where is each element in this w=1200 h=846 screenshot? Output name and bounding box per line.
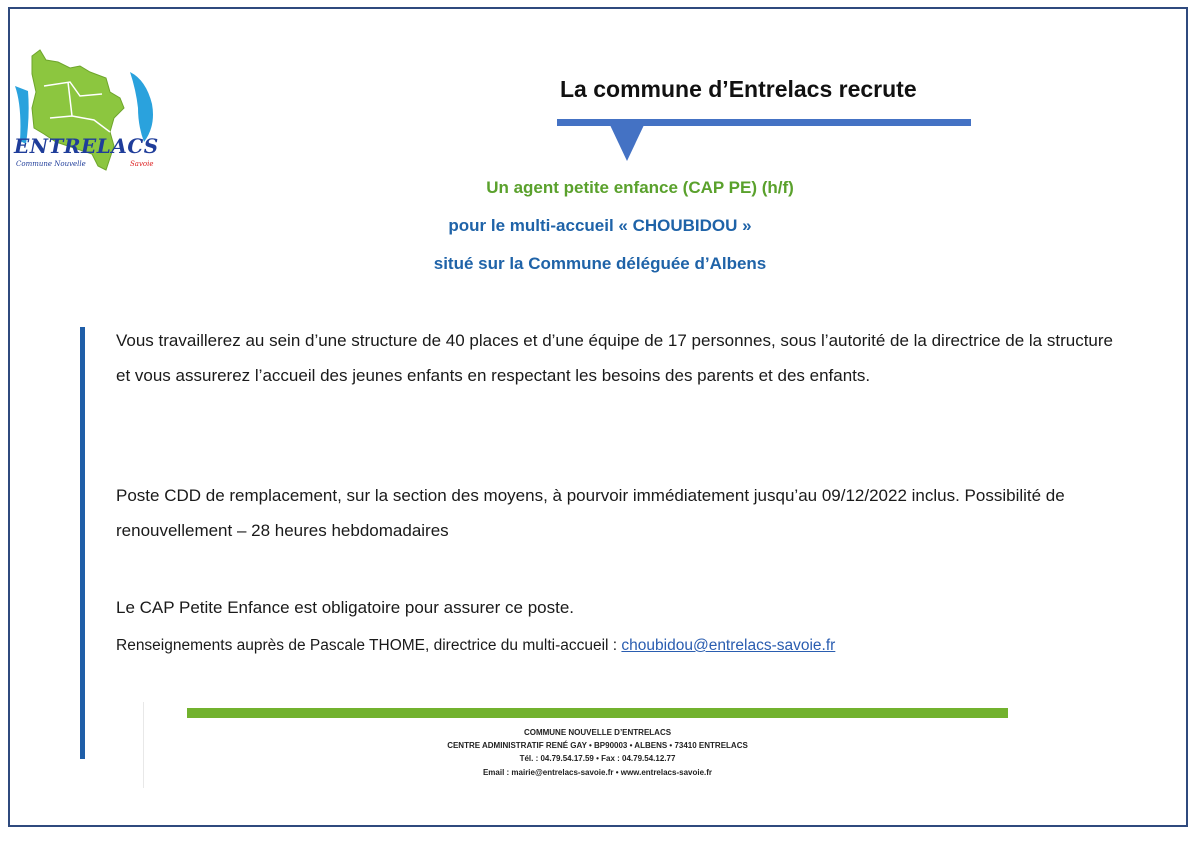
logo-wordmark: ENTRELACS <box>14 134 159 158</box>
logo-region: Savoie <box>130 160 154 168</box>
paragraph-contact <box>116 628 1116 663</box>
page-title: La commune d’Entrelacs recrute <box>560 76 917 102</box>
logo-subtitle: Commune Nouvelle <box>16 160 86 168</box>
contact-email-link[interactable]: choubidou@entrelacs-savoie.fr <box>621 637 836 654</box>
side-accent-bar <box>80 327 85 759</box>
job-location: situé sur la Commune déléguée d’Albens <box>433 254 767 273</box>
paragraph-requirement: Le CAP Petite Enfance est obligatoire pour assurer ce poste. <box>116 598 575 617</box>
footer-bar <box>187 708 1008 718</box>
paragraph-contract: Poste CDD de remplacement, sur la section des moyens, à pourvoir immédiatement jusqu’au 09/12/2022 inclus. Possibilité de renouvellement – 28 heures hebdomadaires <box>116 486 1065 540</box>
footer-email-web: Email : mairie@entrelacs-savoie.fr • www.entrelacs-savoie.fr <box>482 768 713 777</box>
entrelacs-logo <box>10 46 160 172</box>
contact-text: Renseignements auprès de Pascale THOME, directrice du multi-accueil : <box>116 637 622 654</box>
paragraph-structure: Vous travaillerez au sein d’une structure de 40 places et d’une équipe de 17 personnes, sous l’autorité de la directrice de la structure et vous assurerez l’accueil des jeunes enfants en respectant les besoins des parents et des enfants. <box>116 331 1113 385</box>
page-frame <box>8 7 1188 827</box>
job-title: Un agent petite enfance (CAP PE) (h/f) <box>486 178 794 197</box>
job-structure: pour le multi-accueil « CHOUBIDOU » <box>448 216 752 235</box>
footer-divider <box>143 702 144 788</box>
title-arrow-icon <box>610 125 644 161</box>
footer-address: CENTRE ADMINISTRATIF RENÉ GAY • BP90003 • ALBENS • 73410 ENTRELACS <box>447 741 748 750</box>
footer-org-name: COMMUNE NOUVELLE D’ENTRELACS <box>523 728 672 737</box>
footer-phone: Tél. : 04.79.54.17.59 • Fax : 04.79.54.12.77 <box>519 754 676 763</box>
